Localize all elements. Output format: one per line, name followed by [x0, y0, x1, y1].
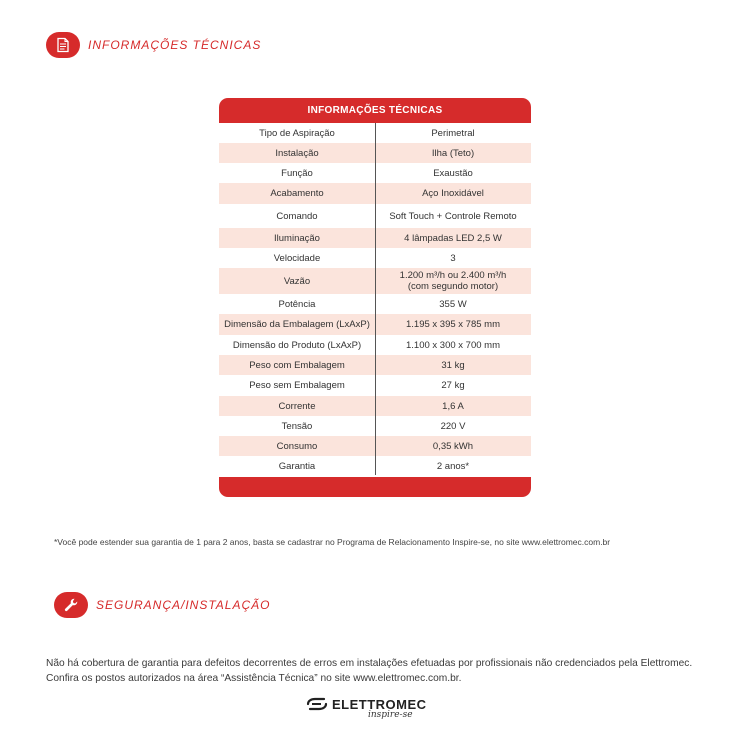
row-label: Velocidade	[273, 252, 321, 264]
row-value-line: 1.200 m³/h ou 2.400 m³/h	[399, 270, 507, 281]
row-label: Vazão	[283, 275, 311, 287]
row-value: 1,6 A	[442, 400, 464, 412]
row-value-line: (com segundo motor)	[407, 281, 499, 292]
row-value: 0,35 kWh	[432, 440, 474, 452]
row-value: Soft Touch + Controle Remoto	[389, 210, 517, 222]
elettromec-logo	[306, 697, 427, 720]
table-footer-band	[219, 477, 531, 497]
row-value: 4 lâmpadas LED 2,5 W	[404, 232, 502, 244]
elettromec-logo-icon	[306, 697, 328, 711]
document-icon	[46, 32, 80, 58]
row-value: 27 kg	[441, 380, 465, 391]
row-value: Exaustão	[433, 167, 473, 179]
row-label: Dimensão da Embalagem (LxAxP)	[224, 319, 370, 330]
row-label: Corrente	[278, 400, 316, 412]
section-header-seguranca-instalacao	[54, 592, 270, 618]
column-divider	[375, 123, 376, 475]
row-label: Instalação	[275, 147, 319, 159]
logo-tagline: inspire-se	[368, 710, 413, 720]
row-value: 1.100 x 300 x 700 mm	[406, 339, 500, 351]
warranty-coverage-text: Não há cobertura de garantia para defeitos decorrentes de erros em instalações efetuadas por profissionais não credenciados pela Elettromec. Confira os postos autorizados na área “Assistência Técnica” no site www.elettromec.com.br.	[46, 658, 693, 684]
row-value: 220 V	[440, 420, 466, 432]
row-label: Função	[281, 167, 313, 179]
technical-info-table	[219, 98, 531, 497]
row-label: Tipo de Aspiração	[259, 127, 335, 139]
warranty-footnote: *Você pode estender sua garantia de 1 para 2 anos, basta se cadastrar no Programa de Relacionamento Inspire-se, no site www.elettromec.com.br	[54, 537, 611, 547]
row-value: 2 anos*	[436, 461, 470, 472]
table-body	[219, 123, 531, 477]
row-label: Iluminação	[274, 232, 320, 244]
row-value: Perimetral	[431, 127, 475, 139]
section-header-informacoes-tecnicas	[46, 32, 261, 58]
row-label: Tensão	[281, 420, 313, 432]
row-label: Peso sem Embalagem	[249, 380, 345, 391]
row-value: Ilha (Teto)	[431, 147, 475, 159]
row-label: Comando	[276, 210, 318, 222]
row-value	[375, 270, 531, 292]
row-value: 3	[450, 252, 456, 264]
row-label: Dimensão do Produto (LxAxP)	[232, 339, 362, 351]
row-label: Acabamento	[270, 188, 324, 199]
row-value: 355 W	[439, 298, 467, 310]
wrench-icon	[54, 592, 88, 618]
row-value: 1.195 x 395 x 785 mm	[406, 319, 500, 330]
row-label: Potência	[278, 298, 316, 310]
row-label: Consumo	[276, 440, 318, 452]
row-value: Aço Inoxidável	[422, 188, 484, 199]
logo-brand-text: ELETTROMEC	[332, 697, 427, 712]
section-title: SEGURANÇA/INSTALAÇÃO	[96, 598, 271, 612]
section-title: INFORMAÇÕES TÉCNICAS	[88, 38, 262, 52]
row-label: Garantia	[278, 461, 316, 472]
table-header: INFORMAÇÕES TÉCNICAS	[219, 98, 531, 123]
row-value: 31 kg	[441, 359, 465, 371]
row-label: Peso com Embalagem	[249, 359, 345, 371]
